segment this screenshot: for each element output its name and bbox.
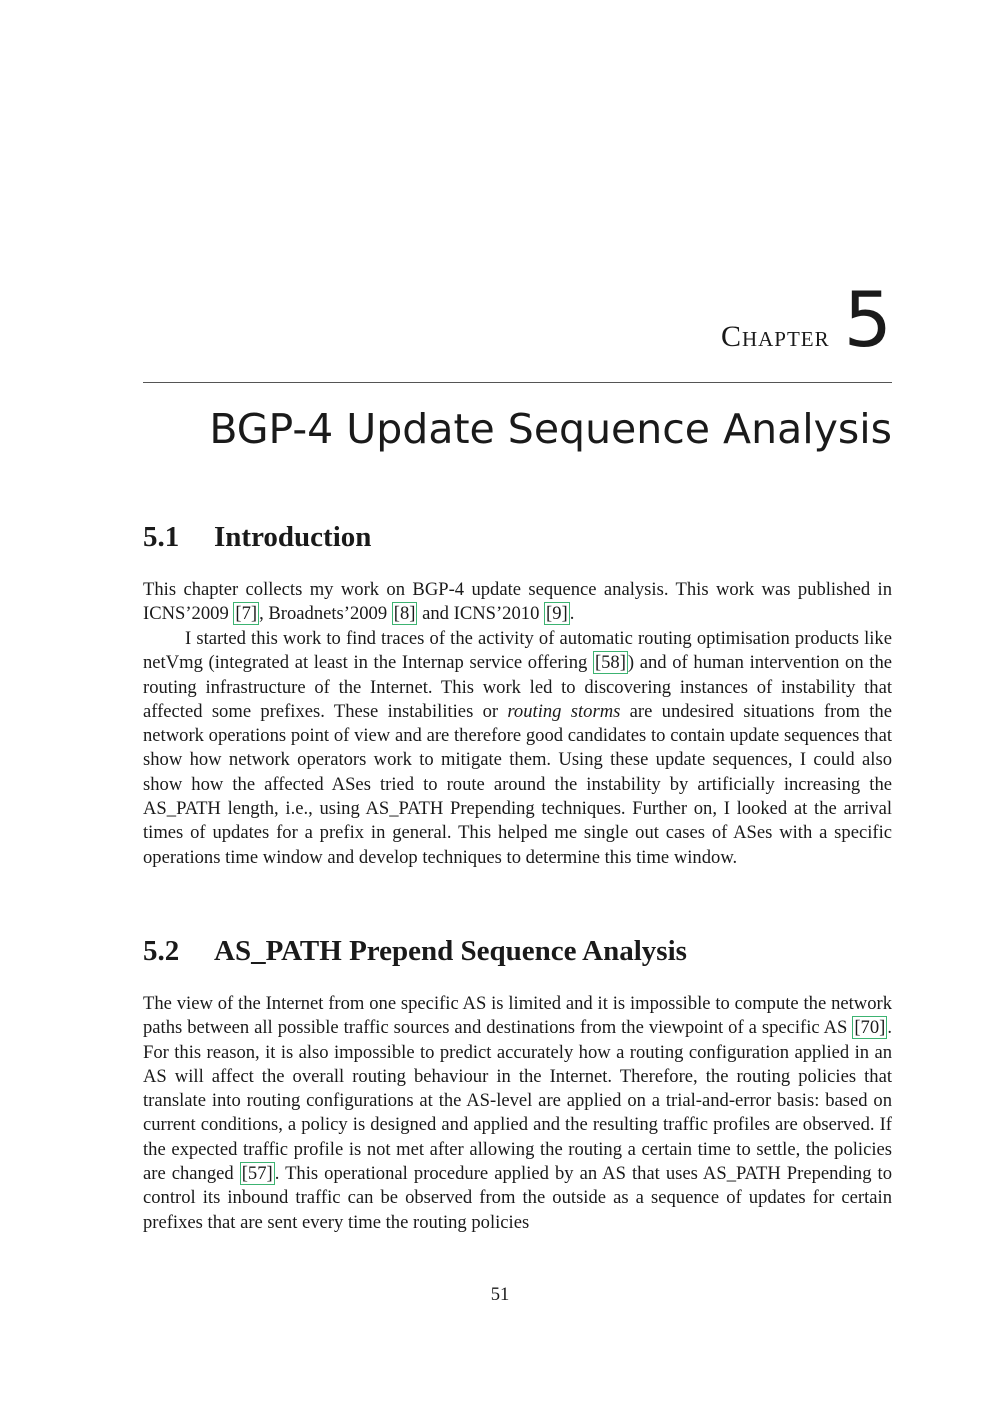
text-run: and ICNS’2010 bbox=[417, 603, 545, 625]
chapter-heading bbox=[720, 275, 892, 364]
emphasis-term: routing storms bbox=[507, 700, 621, 722]
chapter-number: 5 bbox=[843, 275, 892, 364]
text-run: . bbox=[569, 603, 575, 625]
section-number: 5.2 bbox=[143, 935, 180, 967]
text-run: are undesired situations from the network operations point of view and are therefore good candidates to contain update sequences that show how network operators work to mitigate them. Using these update sequences, I could also show how the affected ASes tried to route around the instability by artificially increasing the AS_PATH length, i.e., using AS_PATH Prepending techniques. Further on, I looked at the arrival times of updates for a prefix in general. This helped me single out cases of ASes with a specific operations time window and develop techniques to determine this time window. bbox=[143, 700, 892, 868]
text-run: . For this reason, it is also impossible to predict accurately how a routing configuration applied in an AS will affect the overall routing behaviour in the Internet. Therefore, the routing policies that translate into routing configurations at the AS-level are applied on a trial-and-error basis: based on current conditions, a policy is designed and applied and the resulting traffic profiles are observed. If the expected traffic profile is not met after allowing the routing a certain time to settle, the policies are changed bbox=[143, 1017, 892, 1185]
citation-link[interactable]: [8] bbox=[393, 603, 416, 625]
intro-paragraph-1 bbox=[143, 578, 892, 627]
chapter-rule bbox=[143, 382, 892, 383]
text-run: ) and of human intervention on the routing infrastructure of the Internet. This work led to discovering instances of instability that affected some prefixes. These instabilities or bbox=[143, 652, 892, 722]
text-run: , Broadnets’2009 bbox=[259, 603, 392, 625]
citation-link[interactable]: [57] bbox=[241, 1163, 273, 1185]
citation-link[interactable]: [58] bbox=[594, 652, 626, 674]
chapter-title: BGP-4 Update Sequence Analysis bbox=[209, 405, 892, 453]
citation-link[interactable]: [70] bbox=[854, 1017, 886, 1039]
section-heading-aspath bbox=[143, 935, 687, 968]
text-run: I started this work to find traces of the activity of automatic routing optimisation products like netVmg (integrated at least in the Internap service offering bbox=[143, 628, 892, 674]
citation-link[interactable]: [7] bbox=[235, 603, 258, 625]
text-run: . This operational procedure applied by an AS that uses AS_PATH Prepending to control its inbound traffic can be observed from the outside as a sequence of updates for certain prefixes that are sent every time the routing policies bbox=[143, 1163, 893, 1233]
section-number: 5.1 bbox=[143, 521, 180, 553]
page-number: 51 bbox=[490, 1284, 510, 1305]
text-run: This chapter collects my work on BGP-4 update sequence analysis. This work was published in ICNS’2009 bbox=[143, 579, 892, 625]
section-title: Introduction bbox=[214, 521, 372, 553]
section-heading-introduction bbox=[143, 521, 371, 554]
intro-paragraph-2 bbox=[143, 627, 892, 870]
aspath-paragraph-1 bbox=[143, 992, 892, 1235]
chapter-label: Chapter bbox=[720, 320, 830, 353]
citation-link[interactable]: [9] bbox=[546, 603, 568, 625]
text-run: The view of the Internet from one specific AS is limited and it is impossible to compute the network paths between all possible traffic sources and destinations from the viewpoint of a specific AS bbox=[143, 993, 892, 1039]
section-title: AS_PATH Prepend Sequence Analysis bbox=[214, 935, 687, 967]
